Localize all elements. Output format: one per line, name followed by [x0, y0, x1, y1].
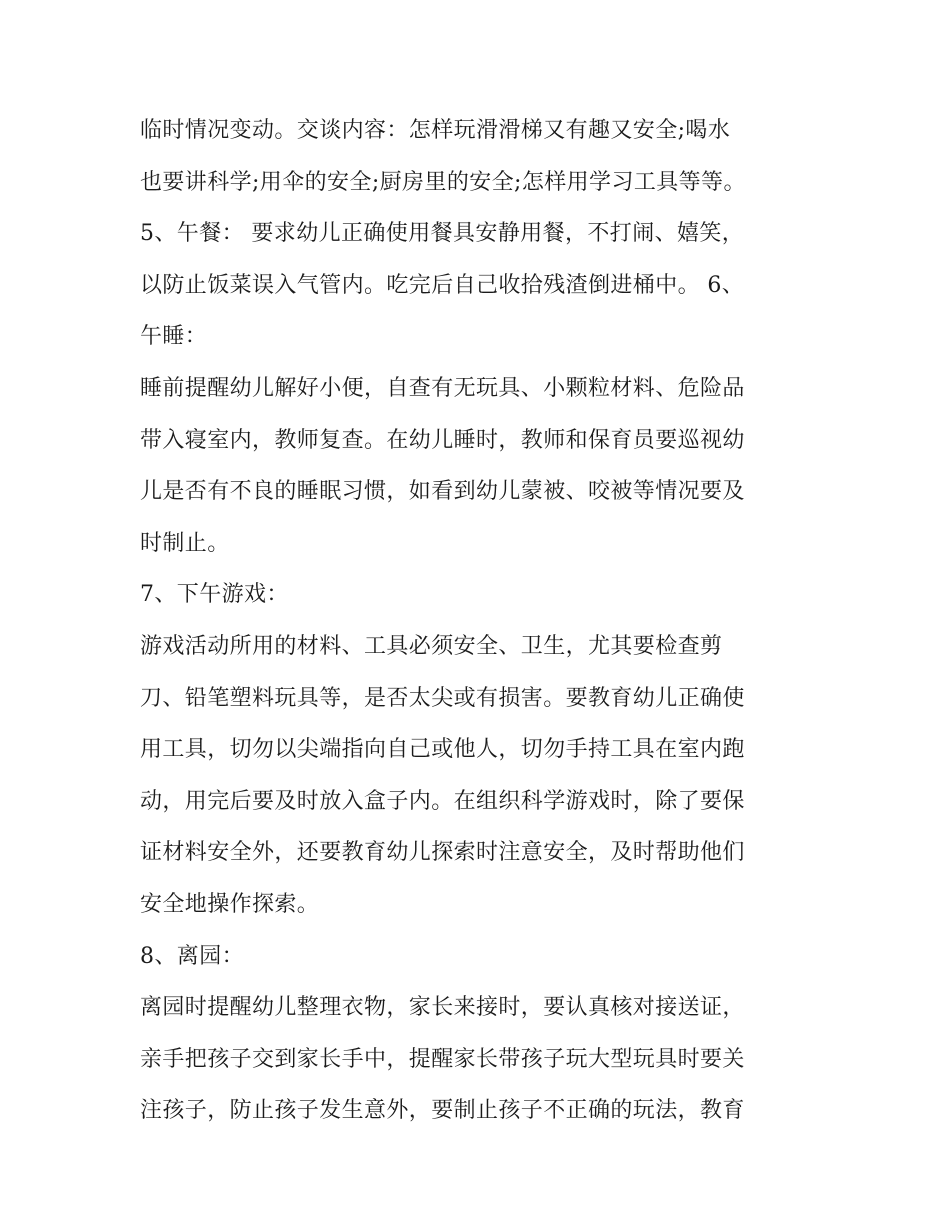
- text-line: 时制止。: [140, 530, 230, 556]
- text-line: 注孩子，防止孩子发生意外，要制止孩子不正确的玩法，教育: [140, 1098, 745, 1124]
- section-heading: 午睡：: [140, 324, 208, 350]
- text-line: 儿是否有不良的睡眠习惯，如看到幼儿蒙被、咬被等情况要及: [140, 479, 745, 505]
- text-line: 也要讲科学;用伞的安全;厨房里的安全;怎样用学习工具等等。: [140, 169, 746, 195]
- text-line: 亲手把孩子交到家长手中，提醒家长带孩子玩大型玩具时要关: [140, 1046, 745, 1072]
- text-line: 安全地操作探索。: [140, 891, 320, 917]
- text-line: 用工具，切勿以尖端指向自己或他人，切勿手持工具在室内跑: [140, 737, 745, 763]
- document-body: [140, 105, 830, 1137]
- section-heading: 8、离园：: [140, 943, 244, 969]
- text-line: 离园时提醒幼儿整理衣物，家长来接时，要认真核对接送证，: [140, 995, 745, 1021]
- text-line: 睡前提醒幼儿解好小便，自查有无玩具、小颗粒材料、危险品: [140, 375, 745, 401]
- section-heading: 7、下午游戏：: [140, 582, 289, 608]
- text-line: 带入寝室内，教师复查。在幼儿睡时，教师和保育员要巡视幼: [140, 427, 745, 453]
- text-line: 动，用完后要及时放入盒子内。在组织科学游戏时，除了要保: [140, 788, 745, 814]
- text-line: 以防止饭菜误入气管内。吃完后自己收拾残渣倒进桶中。 6、: [140, 272, 745, 298]
- text-line: 证材料安全外，还要教育幼儿探索时注意安全，及时帮助他们: [140, 840, 745, 866]
- text-line: 临时情况变动。交谈内容：怎样玩滑滑梯又有趣又安全;喝水: [140, 118, 731, 143]
- text-line: 刀、铅笔塑料玩具等，是否太尖或有损害。要教育幼儿正确使: [140, 685, 745, 711]
- text-line: 5、午餐： 要求幼儿正确使用餐具安静用餐，不打闹、嬉笑，: [140, 221, 745, 247]
- text-line: 游戏活动所用的材料、工具必须安全、卫生，尤其要检查剪: [140, 633, 723, 659]
